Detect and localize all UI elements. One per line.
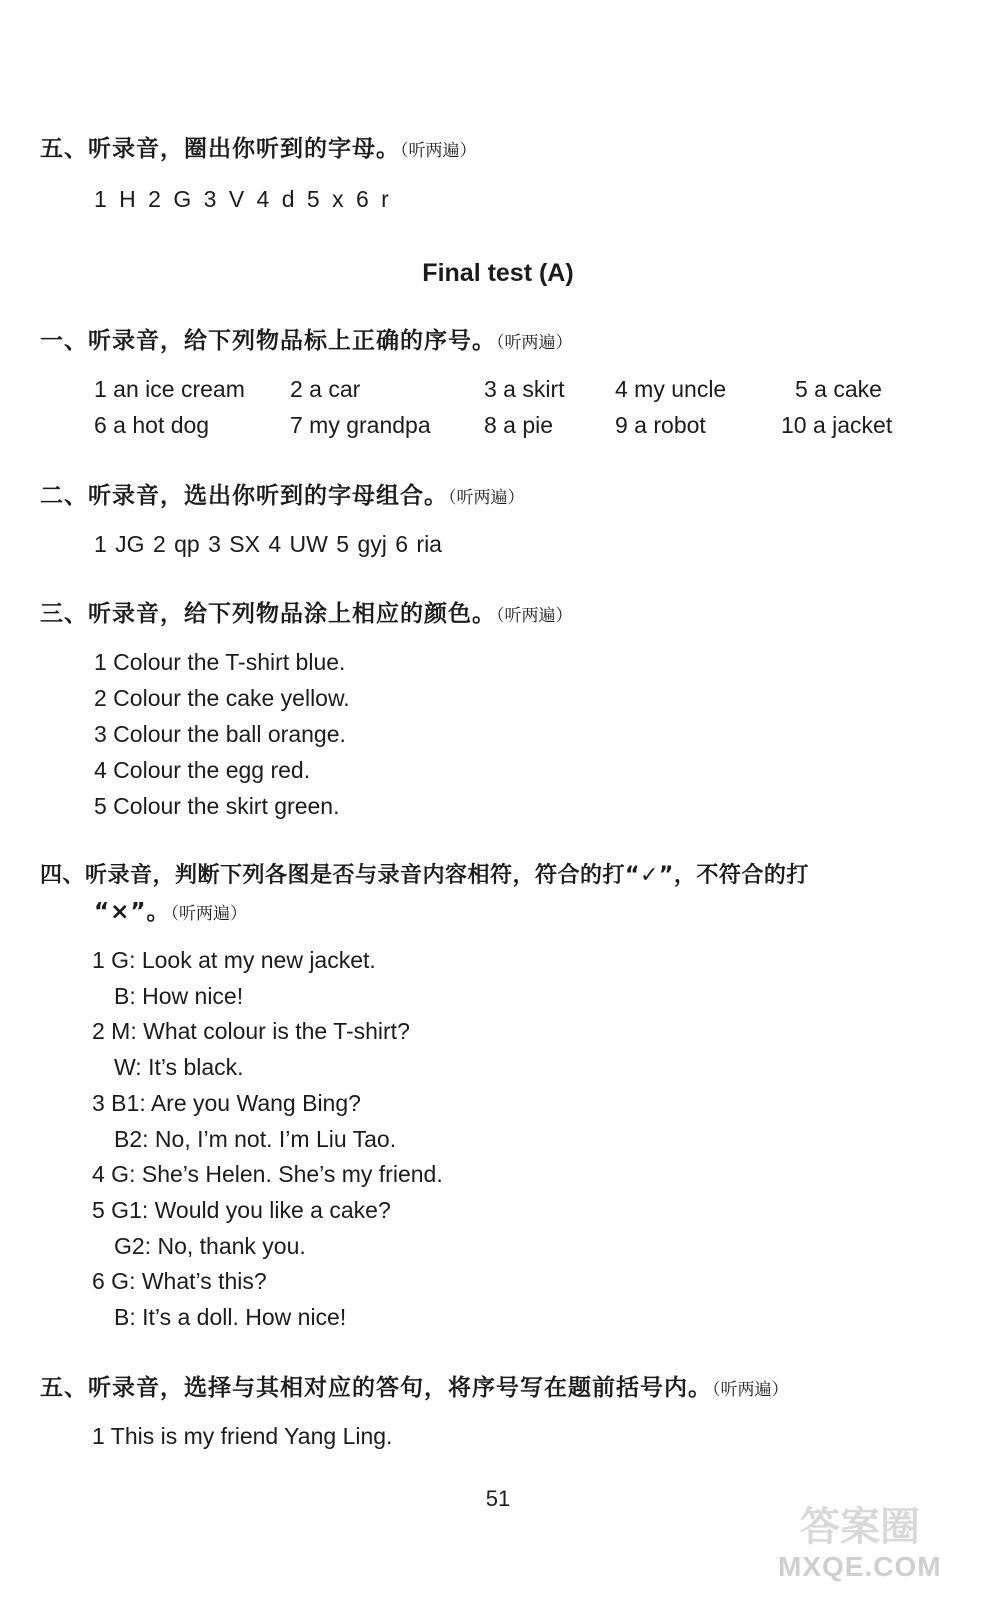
item-3: 3 a skirt <box>484 376 565 402</box>
item-8: 8 a pie <box>484 412 554 438</box>
section-4-line-3: 2 M: What colour is the T-shirt? <box>92 1018 410 1044</box>
section-5b-heading <box>40 1369 789 1402</box>
item-5: 5 a cake <box>795 376 882 402</box>
section-3-line-5: 5 Colour the skirt green. <box>94 793 340 819</box>
item-10: 10 a jacket <box>781 412 893 438</box>
item-2: 2 a car <box>290 376 361 402</box>
section-5a-note: （听两遍） <box>400 141 477 161</box>
section-5b-heading-text: 五、听录音，选择与其相对应的答句，将序号写在题前括号内。 <box>40 1375 712 1401</box>
section-2-note: （听两遍） <box>448 488 525 508</box>
page-number: 51 <box>485 1486 511 1511</box>
section-3-line-1: 1 Colour the T-shirt blue. <box>94 649 346 675</box>
section-4-line-2: B: How nice! <box>114 983 244 1009</box>
section-4-line-6: B2: No, I’m not. I’m Liu Tao. <box>114 1126 397 1152</box>
section-4-note: （听两遍） <box>170 904 248 924</box>
section-5a-answers: 1 H 2 G 3 V 4 d 5 x 6 r <box>94 186 392 212</box>
section-3-note: （听两遍） <box>496 606 573 626</box>
section-1-heading <box>40 322 573 355</box>
section-5a-heading <box>40 130 477 163</box>
section-1-heading-text: 一、听录音，给下列物品标上正确的序号。 <box>40 328 496 354</box>
section-4-line-8: 5 G1: Would you like a cake? <box>92 1197 391 1223</box>
section-4-line-7: 4 G: She’s Helen. She’s my friend. <box>92 1161 443 1187</box>
section-3-line-4: 4 Colour the egg red. <box>94 757 311 783</box>
item-6: 6 a hot dog <box>94 412 210 438</box>
section-3-heading <box>40 595 573 628</box>
item-9: 9 a robot <box>615 412 706 438</box>
section-4-line-5: 3 B1: Are you Wang Bing? <box>92 1090 361 1116</box>
section-3-line-3: 3 Colour the ball orange. <box>94 721 346 747</box>
section-4-line-4: W: It’s black. <box>114 1054 244 1080</box>
section-4-heading-line-2 <box>94 893 247 926</box>
section-4-line-1: 1 G: Look at my new jacket. <box>92 947 376 973</box>
section-1-note: （听两遍） <box>496 333 573 353</box>
section-4-heading-text: “×”。 <box>94 899 171 925</box>
section-2-answers: 1 JG 2 qp 3 SX 4 UW 5 gyj 6 ria <box>94 531 442 557</box>
section-4-line-9: G2: No, thank you. <box>114 1233 306 1259</box>
section-3-line-2: 2 Colour the cake yellow. <box>94 685 350 711</box>
section-5b-line-1: 1 This is my friend Yang Ling. <box>92 1423 393 1449</box>
section-2-heading <box>40 477 525 510</box>
item-7: 7 my grandpa <box>290 412 431 438</box>
watermark-logo <box>770 1495 990 1595</box>
section-4-line-10: 6 G: What’s this? <box>92 1268 267 1294</box>
page-title: Final test (A) <box>422 259 574 287</box>
watermark-logo-text: 答案圈 <box>800 1504 920 1550</box>
section-5b-note: （听两遍） <box>712 1380 789 1400</box>
section-4-line-11: B: It’s a doll. How nice! <box>114 1304 347 1330</box>
section-3-heading-text: 三、听录音，给下列物品涂上相应的颜色。 <box>40 601 496 627</box>
section-2-heading-text: 二、听录音，选出你听到的字母组合。 <box>40 483 448 509</box>
item-4: 4 my uncle <box>615 376 727 402</box>
section-5a-heading-text: 五、听录音，圈出你听到的字母。 <box>40 136 400 162</box>
section-4-heading-line-1: 四、听录音，判断下列各图是否与录音内容相符，符合的打“✓”，不符合的打 <box>40 863 809 888</box>
item-1: 1 an ice cream <box>94 376 245 402</box>
watermark-url: MXQE.COM <box>778 1551 942 1582</box>
